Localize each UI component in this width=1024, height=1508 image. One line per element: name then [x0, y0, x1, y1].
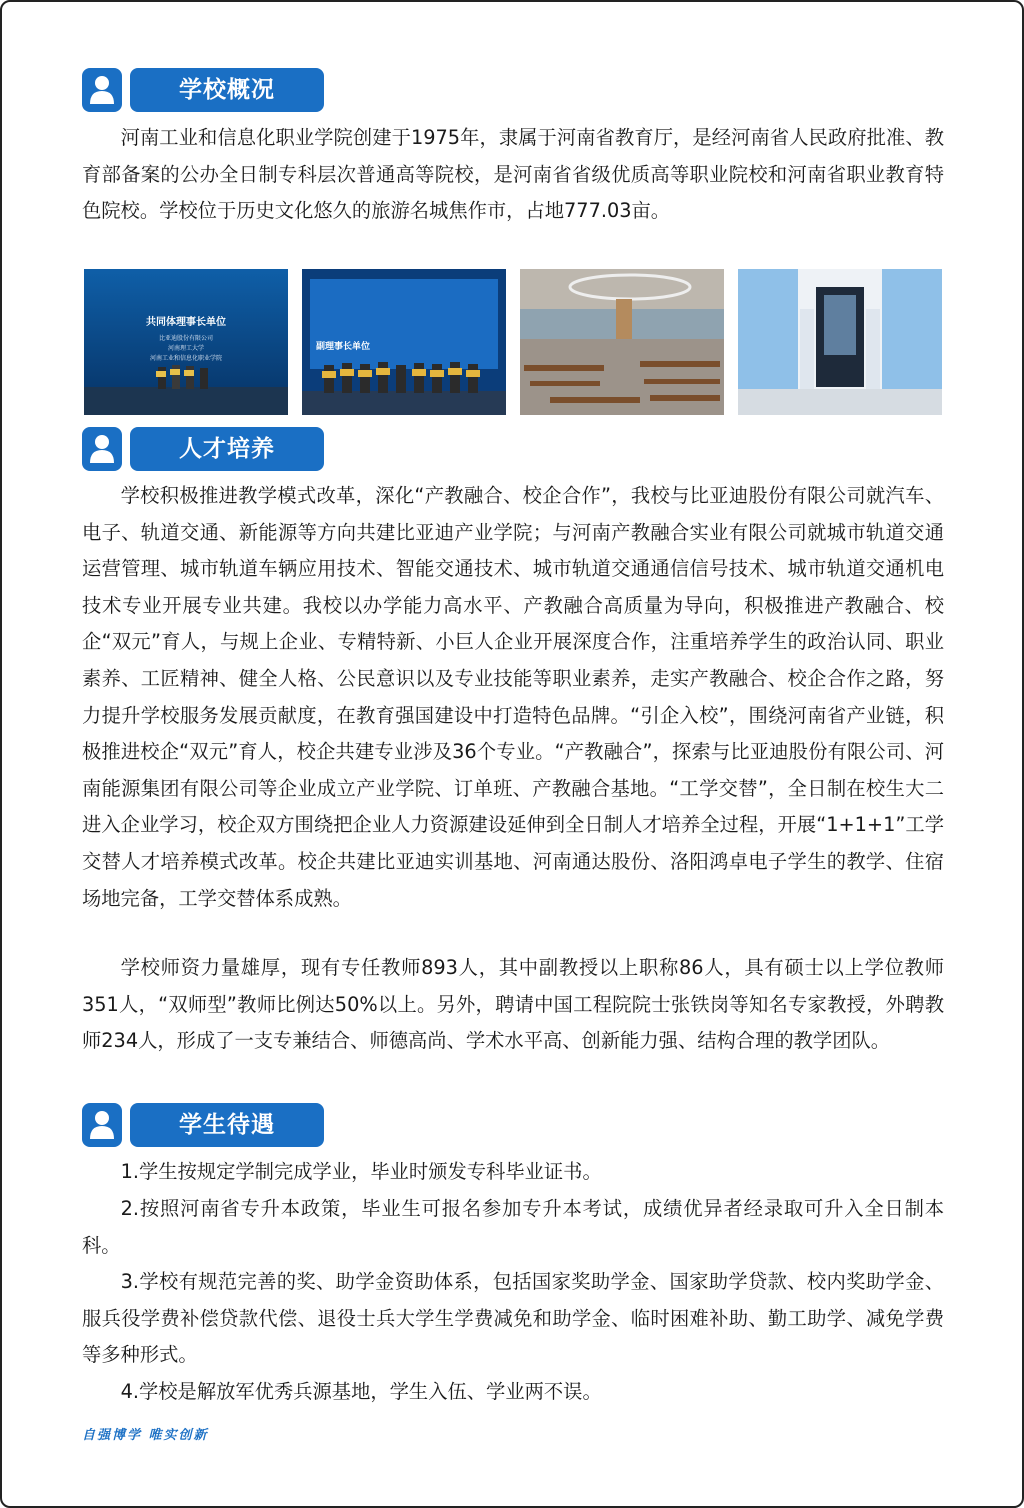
photo1-caption-line3: 河南理工大学	[167, 345, 204, 352]
section-header-talent	[82, 427, 324, 471]
benefit-item-1: 1.学生按规定学制完成学业，毕业时颁发专科毕业证书。	[120, 1160, 602, 1183]
photo1-caption-title: 共同体理事长单位	[146, 317, 226, 328]
photo-ceremony-1	[84, 269, 288, 415]
section-header-overview	[82, 68, 324, 112]
photo-row	[84, 269, 942, 415]
photo-dormitory	[738, 269, 942, 415]
user-icon	[82, 1103, 122, 1147]
user-icon	[82, 427, 122, 471]
benefit-item-4: 4.学校是解放军优秀兵源基地，学生入伍、学业两不误。	[120, 1380, 602, 1403]
photo-canteen	[520, 269, 724, 415]
overview-paragraph: 河南工业和信息化职业学院创建于1975年，隶属于河南省教育厅，是经河南省人民政府批准、教育部备案的公办全日制专科层次普通高等院校，是河南省省级优质高等职业院校和河南省职业教育特色院校。学校位于历史文化悠久的旅游名城焦作市，占地777.03亩。	[82, 126, 944, 223]
benefit-item-2: 2.按照河南省专升本政策，毕业生可报名参加专升本考试，成绩优异者经录取可升入全日制本科。	[82, 1197, 944, 1257]
talent-paragraph-1: 学校积极推进教学模式改革，深化“产教融合、校企合作”，我校与比亚迪股份有限公司就汽车、电子、轨道交通、新能源等方向共建比亚迪产业学院；与河南产教融合实业有限公司就城市轨道交通运营管理、城市轨道车辆应用技术、智能交通技术、城市轨道交通通信信号技术、城市轨道交通机电技术专业开展专业共建。我校以办学能力高水平、产教融合高质量为导向，积极推进产教融合、校企“双元”育人，与规上企业、专精特新、小巨人企业开展深度合作，注重培养学生的政治认同、职业素养、工匠精神、健全人格、公民意识以及专业技能等职业素养，走实产教融合、校企合作之路，努力提升学校服务发展贡献度，在教育强国建设中打造特色品牌。“引企入校”，围绕河南省产业链，积极推进校企“双元”育人，校企共建专业涉及36个专业。“产教融合”，探索与比亚迪股份有限公司、河南能源集团有限公司等企业成立产业学院、订单班、产教融合基地。“工学交替”，全日制在校生大二进入企业学习，校企双方围绕把企业人力资源建设延伸到全日制人才培养全过程，开展“1+1+1”工学交替人才培养模式改革。校企共建比亚迪实训基地、河南通达股份、洛阳鸿卓电子学生的教学、住宿场地完备，工学交替体系成熟。	[82, 484, 944, 910]
section-title-overview: 学校概况	[130, 68, 324, 112]
benefit-item-3: 3.学校有规范完善的奖、助学金资助体系，包括国家奖助学金、国家助学贷款、校内奖助学金、服兵役学费补偿贷款代偿、退役士兵大学生学费减免和助学金、临时困难补助、勤工助学、减免学费等多种形式。	[82, 1270, 944, 1367]
photo2-caption: 副理事长单位	[316, 342, 371, 352]
section-title-talent: 人才培养	[130, 427, 324, 471]
section-title-benefits: 学生待遇	[130, 1103, 324, 1147]
user-icon	[82, 68, 122, 112]
footer-motto: 自强博学 唯实创新	[82, 1428, 209, 1443]
talent-paragraph-2: 学校师资力量雄厚，现有专任教师893人，其中副教授以上职称86人，具有硕士以上学位教师351人，“双师型”教师比例达50%以上。另外，聘请中国工程院院士张铁岗等知名专家教授，外聘教师234人，形成了一支专兼结合、师德高尚、学术水平高、创新能力强、结构合理的教学团队。	[82, 956, 944, 1053]
section-header-benefits	[82, 1103, 324, 1147]
photo1-caption-line2: 比亚迪股份有限公司	[158, 335, 213, 342]
photo1-caption-line4: 河南工业和信息化职业学院	[149, 355, 222, 362]
photo-ceremony-2	[302, 269, 506, 415]
